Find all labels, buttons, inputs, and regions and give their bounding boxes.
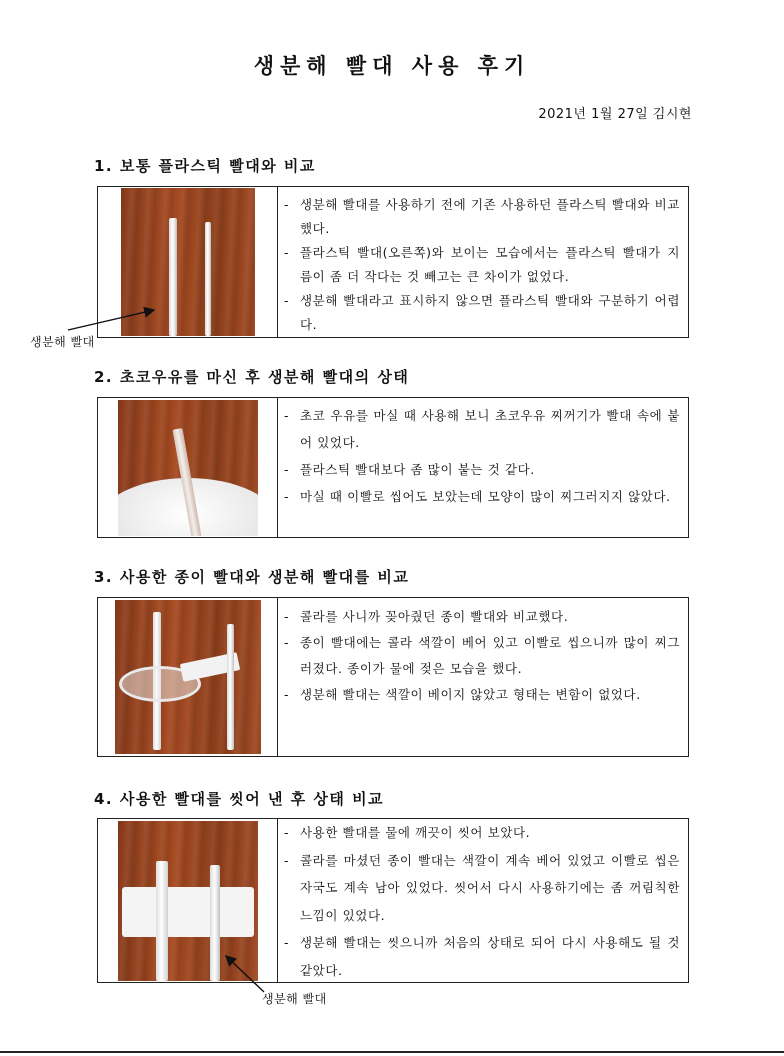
bullet-marker: - bbox=[284, 245, 290, 260]
biodegradable-straw bbox=[227, 624, 234, 750]
bullet-marker: - bbox=[284, 293, 290, 308]
section-2-text bbox=[278, 398, 688, 537]
bullet-text: 콜라를 사니까 꽂아줬던 종이 빨대와 비교했다. bbox=[300, 609, 569, 624]
section-3-text bbox=[278, 598, 688, 756]
section-4-heading: 4. 사용한 빨대를 씻어 낸 후 상태 비교 bbox=[94, 790, 385, 808]
bullet-text: 마실 때 이빨로 씹어도 보았는데 모양이 많이 찌그러지지 않았다. bbox=[300, 489, 671, 504]
section-3-box bbox=[97, 597, 689, 757]
bullet-item bbox=[284, 682, 680, 708]
straw-rest-image bbox=[122, 887, 254, 937]
section-1-heading: 1. 보통 플라스틱 빨대와 비교 bbox=[94, 157, 316, 175]
bullet-item bbox=[284, 929, 680, 984]
bullet-text: 콜라를 마셨던 종이 빨대는 색깔이 계속 베어 있었고 이빨로 씹은 자국도 계속 남아 있었다. 씻어서 다시 사용하기에는 좀 꺼림칙한 느낌이 있었다. bbox=[300, 852, 680, 923]
bullet-item bbox=[284, 456, 680, 483]
section-2-photo bbox=[118, 400, 258, 536]
bullet-marker: - bbox=[284, 462, 290, 477]
section-2-heading: 2. 초코우유를 마신 후 생분해 빨대의 상태 bbox=[94, 368, 410, 386]
section-2-photo-cell bbox=[98, 398, 278, 537]
bullet-marker: - bbox=[284, 825, 290, 840]
section-2-box bbox=[97, 397, 689, 538]
bullet-item bbox=[284, 630, 680, 682]
bullet-text: 생분해 빨대는 색깔이 베이지 않았고 형태는 변함이 없었다. bbox=[300, 687, 641, 702]
bullet-item bbox=[284, 193, 680, 241]
bullet-item bbox=[284, 483, 680, 510]
bullet-marker: - bbox=[284, 408, 290, 423]
bullet-text: 사용한 빨대를 물에 깨끗이 씻어 보았다. bbox=[300, 825, 531, 840]
document-title: 생분해 빨대 사용 후기 bbox=[253, 54, 531, 78]
footer-divider bbox=[0, 1051, 784, 1053]
section-1-text bbox=[278, 187, 688, 337]
paper-straw bbox=[156, 861, 168, 981]
section-3-photo-cell bbox=[98, 598, 278, 756]
bullet-text: 초코 우유를 마실 때 사용해 보니 초코우유 찌꺼기가 빨대 속에 붙어 있었다. bbox=[300, 408, 680, 450]
bullet-item bbox=[284, 847, 680, 930]
bullet-item bbox=[284, 289, 680, 337]
bullet-item bbox=[284, 241, 680, 289]
bullet-marker: - bbox=[284, 197, 290, 212]
bullet-item bbox=[284, 604, 680, 630]
bullet-marker: - bbox=[284, 609, 290, 624]
section-4-text bbox=[278, 819, 688, 982]
bullet-marker: - bbox=[284, 852, 290, 868]
section-1-box bbox=[97, 186, 689, 338]
bullet-text: 생분해 빨대를 사용하기 전에 기존 사용하던 플라스틱 빨대와 비교했다. bbox=[300, 197, 680, 236]
bullet-marker: - bbox=[284, 635, 290, 650]
bullet-text: 플라스틱 빨대보다 좀 많이 붙는 것 같다. bbox=[300, 462, 535, 477]
bullet-marker: - bbox=[284, 935, 290, 950]
section-4-caption: 생분해 빨대 bbox=[262, 992, 327, 1006]
date-author: 2021년 1월 27일 김시현 bbox=[538, 107, 692, 122]
section-4-box bbox=[97, 818, 689, 983]
section-3-heading: 3. 사용한 종이 빨대와 생분해 빨대를 비교 bbox=[94, 568, 410, 586]
section-1-caption: 생분해 빨대 bbox=[30, 335, 95, 349]
bullet-text: 생분해 빨대라고 표시하지 않으면 플라스틱 빨대와 구분하기 어렵다. bbox=[300, 293, 680, 332]
bullet-marker: - bbox=[284, 687, 290, 702]
bullet-text: 종이 빨대에는 콜라 색깔이 베어 있고 이빨로 씹으니까 많이 찌그러졌다. 종이가 물에 젖은 모습을 했다. bbox=[300, 635, 680, 676]
bullet-item bbox=[284, 819, 680, 847]
bullet-marker: - bbox=[284, 489, 290, 504]
bullet-item bbox=[284, 402, 680, 456]
section-3-photo bbox=[115, 600, 261, 754]
bullet-text: 플라스틱 빨대(오른쪽)와 보이는 모습에서는 플라스틱 빨대가 지름이 좀 더 작다는 것 빼고는 큰 차이가 없었다. bbox=[300, 245, 680, 284]
plastic-straw bbox=[205, 222, 211, 336]
bullet-text: 생분해 빨대는 씻으니까 처음의 상태로 되어 다시 사용해도 될 것 같았다. bbox=[300, 935, 680, 978]
